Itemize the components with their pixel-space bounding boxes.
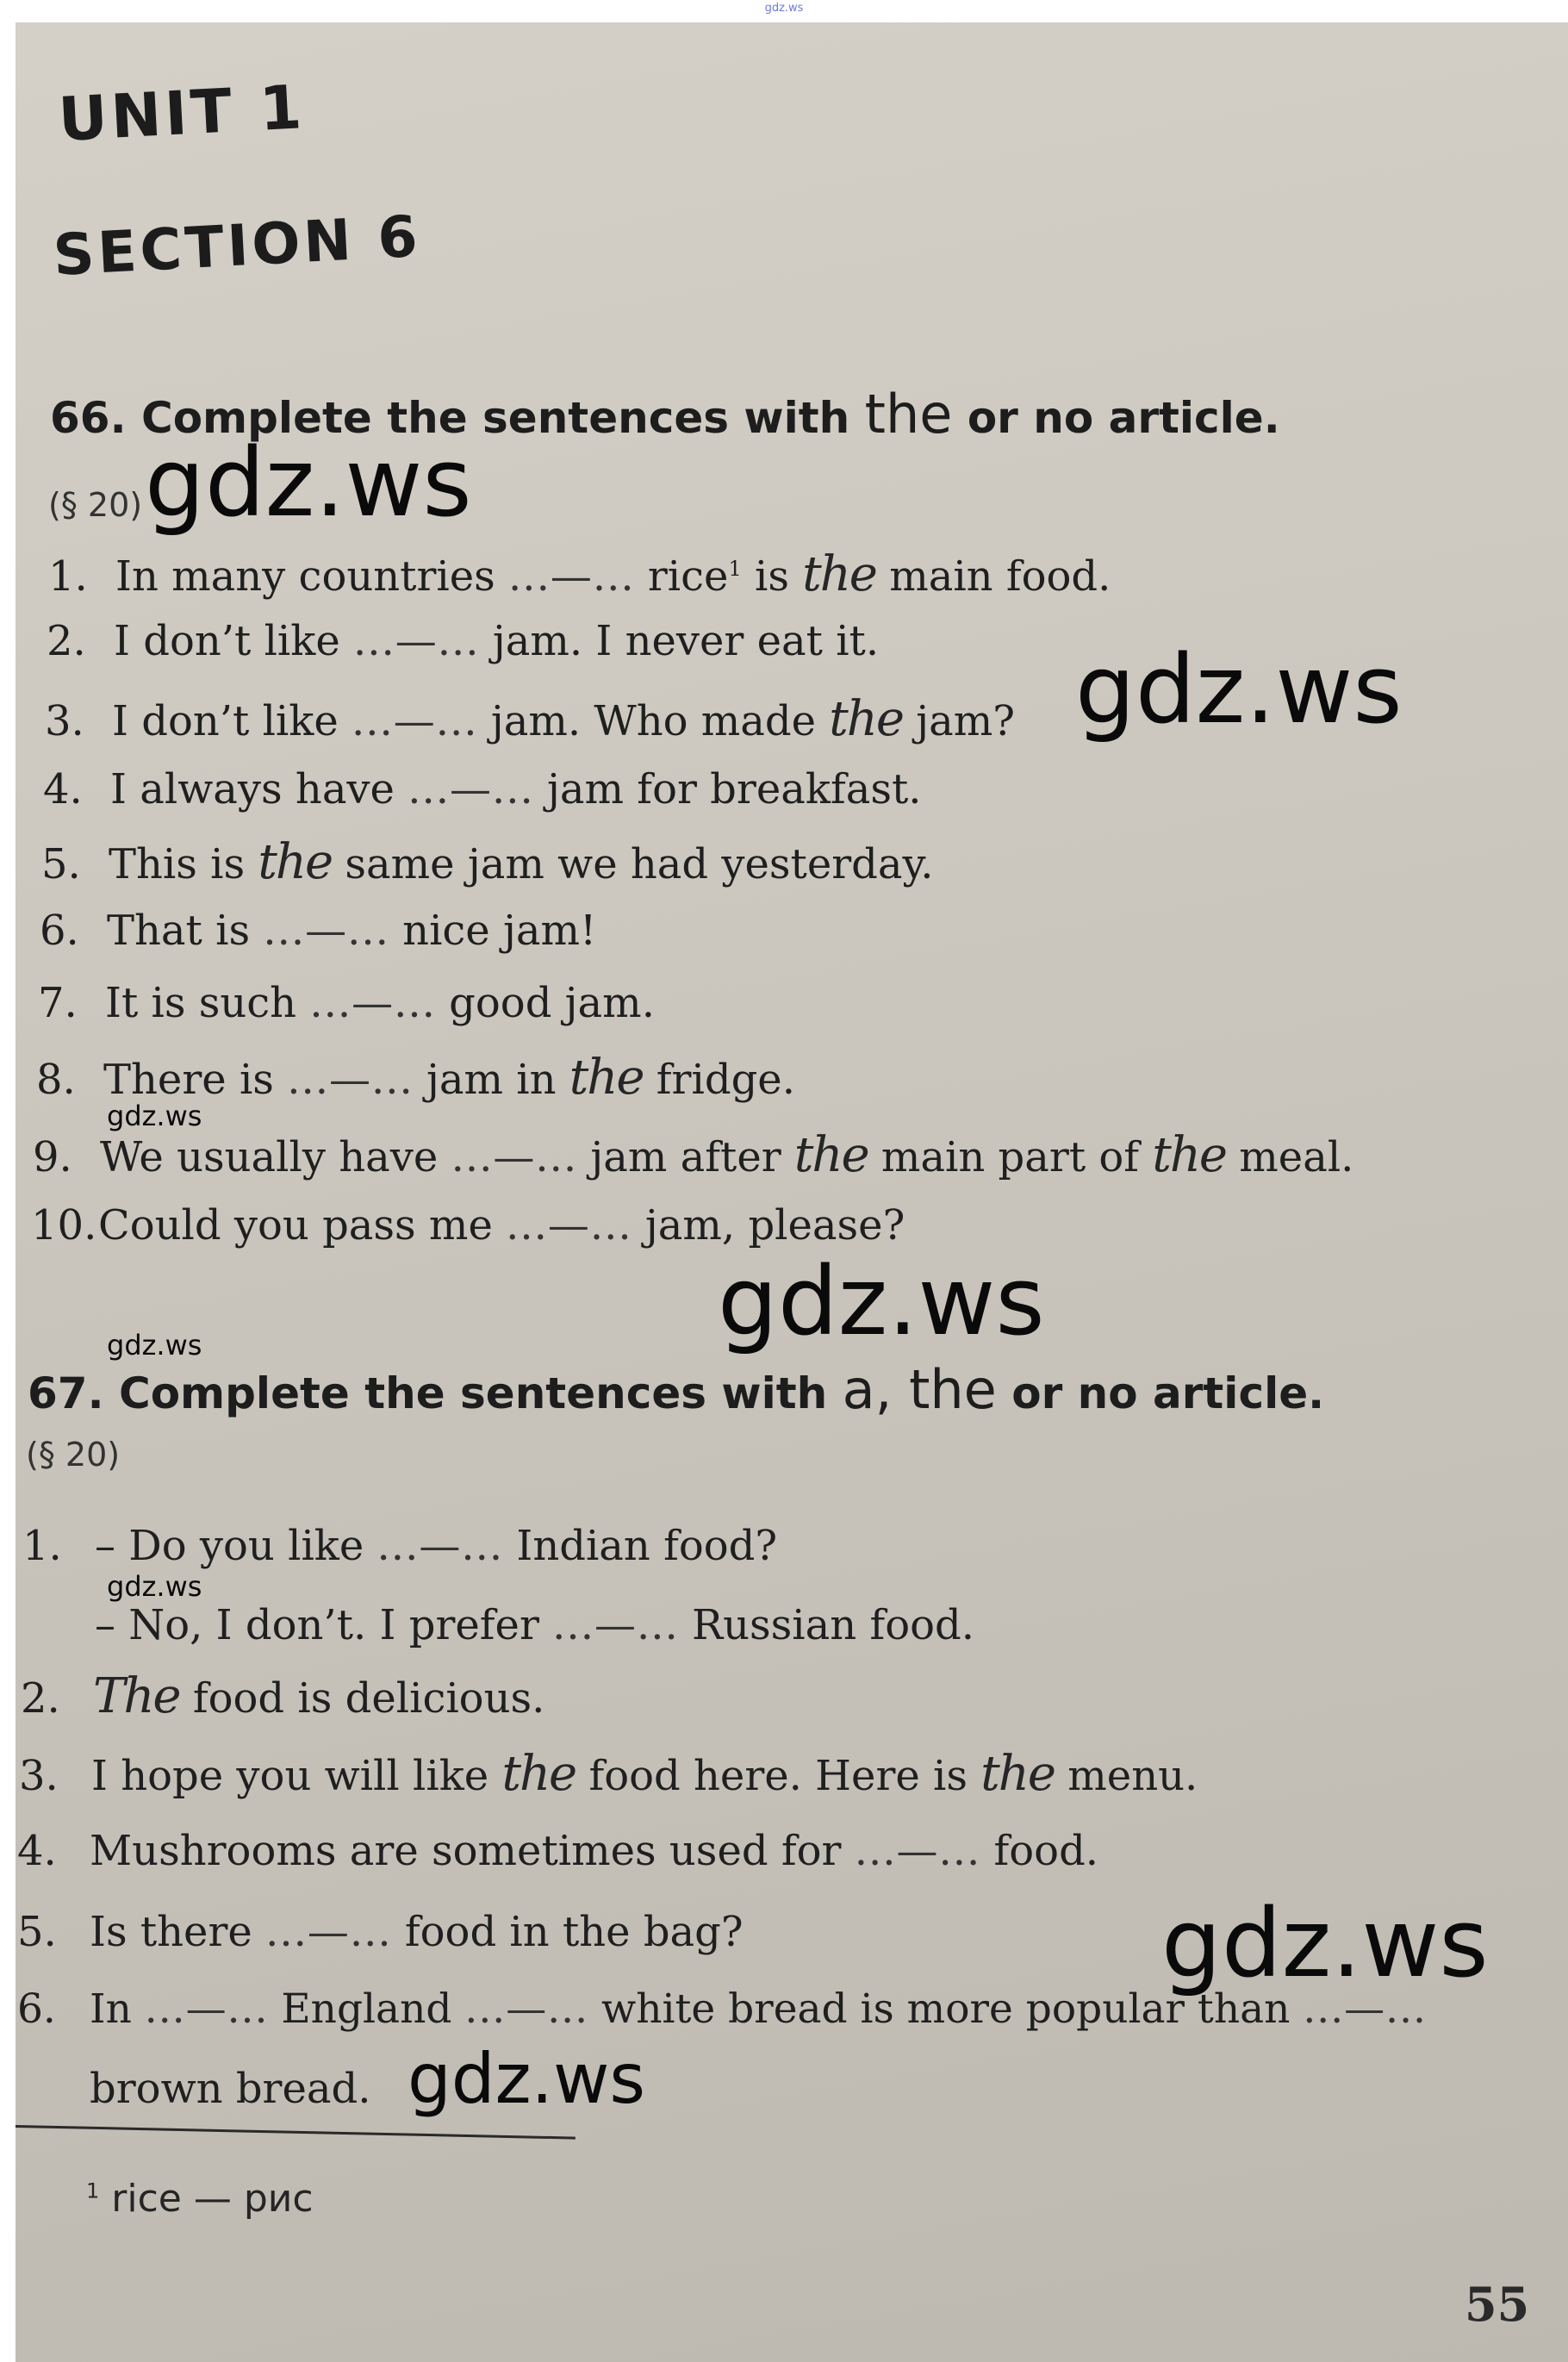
sentence-text: It is such bbox=[105, 979, 310, 1027]
blank-dash: ...—... bbox=[552, 1601, 679, 1649]
footnote bbox=[86, 2177, 314, 2221]
sentence-text: is bbox=[741, 552, 803, 601]
sentence-text: – Do you like bbox=[95, 1522, 377, 1570]
blank-dash: ...—... bbox=[144, 1985, 269, 2033]
item-number: 5. bbox=[41, 840, 81, 888]
blank-dash: ...—... bbox=[464, 1985, 589, 2033]
sentence-text: I don’t like bbox=[112, 697, 352, 745]
sentence-text: meal. bbox=[1226, 1133, 1354, 1181]
handwritten-answer: the bbox=[569, 1050, 644, 1106]
item-number: 3. bbox=[19, 1752, 59, 1800]
blank-dash: ...—... bbox=[376, 1522, 504, 1570]
grammar-reference: (§ 20) bbox=[26, 1436, 121, 1474]
sentence-text: Is there bbox=[90, 1908, 266, 1956]
handwritten-answer: the bbox=[802, 546, 876, 602]
sentence-text: jam. Who made bbox=[477, 697, 830, 745]
sentence-text: brown bread. bbox=[90, 2065, 371, 2113]
sentence-text: Mushrooms are sometimes used for bbox=[90, 1827, 855, 1875]
sentence-text: jam for breakfast. bbox=[533, 765, 922, 813]
blank-dash: ...—... bbox=[451, 1133, 578, 1181]
item-number: 2. bbox=[21, 1674, 60, 1723]
sentence-text: same jam we had yesterday. bbox=[332, 840, 934, 888]
blank-dash: ...—... bbox=[508, 552, 635, 601]
sentence-text: good jam. bbox=[435, 979, 655, 1027]
comma: , bbox=[874, 1358, 910, 1421]
sentence-66-10 bbox=[31, 1201, 905, 1250]
item-number: 5. bbox=[17, 1908, 57, 1956]
handwritten-answer: the bbox=[793, 1127, 868, 1183]
sentence-66-9 bbox=[33, 1127, 1353, 1183]
blank-dash: ...—... bbox=[287, 1056, 414, 1104]
article-the: the bbox=[909, 1358, 997, 1421]
sentence-text: jam after bbox=[577, 1133, 794, 1181]
blank-dash: ...—... bbox=[352, 697, 478, 745]
sentence-66-1 bbox=[48, 546, 1111, 602]
sentence-text: food here. Here is bbox=[576, 1752, 981, 1800]
item-number: 1. bbox=[48, 552, 88, 601]
sentence-67-1b bbox=[95, 1601, 974, 1649]
footnote-marker: 1 bbox=[728, 557, 742, 581]
watermark: gdz.ws bbox=[107, 1100, 202, 1132]
unit-heading: UNIT 1 bbox=[56, 72, 308, 155]
sentence-66-4 bbox=[43, 765, 922, 813]
article-a: a bbox=[842, 1358, 875, 1421]
section-heading: SECTION 6 bbox=[51, 203, 423, 289]
sentence-text: rice bbox=[634, 552, 729, 601]
sentence-text: food in the bag? bbox=[391, 1908, 744, 1956]
item-number: 9. bbox=[33, 1133, 72, 1181]
sentence-text: main part of bbox=[868, 1133, 1153, 1181]
handwritten-answer: The bbox=[93, 1668, 180, 1724]
sentence-text: food. bbox=[980, 1827, 1099, 1875]
sentence-66-2 bbox=[47, 617, 879, 665]
sentence-text: fridge. bbox=[643, 1056, 795, 1104]
grammar-reference: (§ 20) bbox=[48, 486, 143, 524]
sentence-67-3 bbox=[19, 1746, 1198, 1802]
item-number: 8. bbox=[36, 1056, 76, 1104]
footnote-marker: 1 bbox=[86, 2178, 100, 2203]
sentence-67-6-cont bbox=[90, 2065, 371, 2113]
top-watermark: gdz.ws bbox=[764, 2, 804, 15]
sentence-text: I don’t like bbox=[114, 617, 354, 665]
watermark: gdz.ws bbox=[107, 1329, 202, 1362]
instruction-text: Complete the sentences with bbox=[141, 393, 865, 443]
textbook-page bbox=[16, 22, 1568, 2362]
sentence-text: jam in bbox=[413, 1056, 569, 1104]
item-number: 10. bbox=[31, 1201, 97, 1250]
handwritten-answer: the bbox=[829, 691, 903, 747]
item-number: 1. bbox=[22, 1522, 62, 1570]
sentence-text: This is bbox=[109, 840, 258, 888]
handwritten-answer: the bbox=[1152, 1127, 1227, 1183]
sentence-text: There is bbox=[103, 1056, 288, 1104]
sentence-text: We usually have bbox=[100, 1133, 451, 1181]
sentence-text: menu. bbox=[1055, 1752, 1198, 1800]
item-number: 2. bbox=[47, 617, 86, 665]
sentence-66-3 bbox=[45, 691, 1015, 747]
sentence-text: I always have bbox=[110, 765, 408, 813]
instruction-text: Complete the sentences with bbox=[119, 1368, 843, 1418]
sentence-66-7 bbox=[38, 979, 655, 1027]
watermark: gdz.ws bbox=[408, 2039, 646, 2119]
item-number: 6. bbox=[40, 907, 79, 955]
watermark: gdz.ws bbox=[145, 427, 472, 538]
item-number: 7. bbox=[38, 979, 78, 1027]
blank-dash: ...—... bbox=[408, 765, 534, 813]
sentence-67-5 bbox=[17, 1908, 744, 1956]
footnote-text: rice — рис bbox=[99, 2177, 314, 2221]
sentence-text: jam? bbox=[903, 697, 1016, 745]
sentence-text: food is delicious. bbox=[179, 1674, 545, 1723]
watermark: gdz.ws bbox=[1075, 634, 1403, 745]
exercise-67-title bbox=[28, 1358, 1324, 1421]
blank-dash: ...—... bbox=[265, 1908, 392, 1956]
handwritten-answer: the bbox=[258, 834, 333, 890]
sentence-text: I hope you will like bbox=[91, 1752, 502, 1800]
sentence-text: Indian food? bbox=[503, 1522, 778, 1570]
sentence-66-6 bbox=[40, 907, 596, 955]
page-number: 55 bbox=[1465, 2277, 1530, 2332]
item-number: 6. bbox=[17, 1985, 56, 2033]
item-number: 3. bbox=[45, 697, 84, 745]
handwritten-answer: the bbox=[980, 1746, 1055, 1802]
blank-dash: ...—... bbox=[353, 617, 480, 665]
sentence-text: – No, I don’t. I prefer bbox=[95, 1601, 553, 1649]
sentence-text: England bbox=[268, 1985, 465, 2033]
blank-dash: ...—... bbox=[1303, 1985, 1427, 2033]
sentence-text: white bread is more popular than bbox=[588, 1985, 1304, 2033]
sentence-text: nice jam! bbox=[389, 907, 597, 955]
sentence-text: In many countries bbox=[115, 552, 509, 601]
article-the: the bbox=[864, 383, 953, 446]
sentence-text: jam. I never eat it. bbox=[479, 617, 880, 665]
sentence-text: main food. bbox=[875, 552, 1111, 601]
blank-dash: ...—... bbox=[506, 1201, 632, 1250]
instruction-text-end: or no article. bbox=[952, 393, 1280, 443]
footnote-divider bbox=[16, 2125, 576, 2140]
sentence-text: jam, please? bbox=[632, 1201, 905, 1250]
sentence-67-2 bbox=[21, 1668, 544, 1724]
instruction-text-end: or no article. bbox=[996, 1368, 1325, 1418]
item-number: 4. bbox=[43, 765, 83, 813]
sentence-text: In bbox=[90, 1985, 145, 2033]
exercise-number: 67. bbox=[28, 1368, 104, 1418]
sentence-67-4 bbox=[17, 1827, 1098, 1875]
item-number: 4. bbox=[17, 1827, 57, 1875]
blank-dash: ...—... bbox=[309, 979, 436, 1027]
sentence-67-1a bbox=[22, 1522, 777, 1570]
exercise-number: 66. bbox=[50, 393, 127, 443]
sentence-66-5 bbox=[41, 834, 934, 890]
sentence-66-8 bbox=[36, 1050, 795, 1106]
blank-dash: ...—... bbox=[854, 1827, 981, 1875]
blank-dash: ...—... bbox=[263, 907, 389, 955]
watermark: gdz.ws bbox=[107, 1570, 202, 1603]
sentence-text: Could you pass me bbox=[98, 1201, 507, 1250]
sentence-text: That is bbox=[107, 907, 264, 955]
watermark: gdz.ws bbox=[718, 1246, 1045, 1356]
sentence-text: Russian food. bbox=[678, 1601, 974, 1649]
handwritten-answer: the bbox=[501, 1746, 576, 1802]
watermark: gdz.ws bbox=[1161, 1888, 1489, 1998]
